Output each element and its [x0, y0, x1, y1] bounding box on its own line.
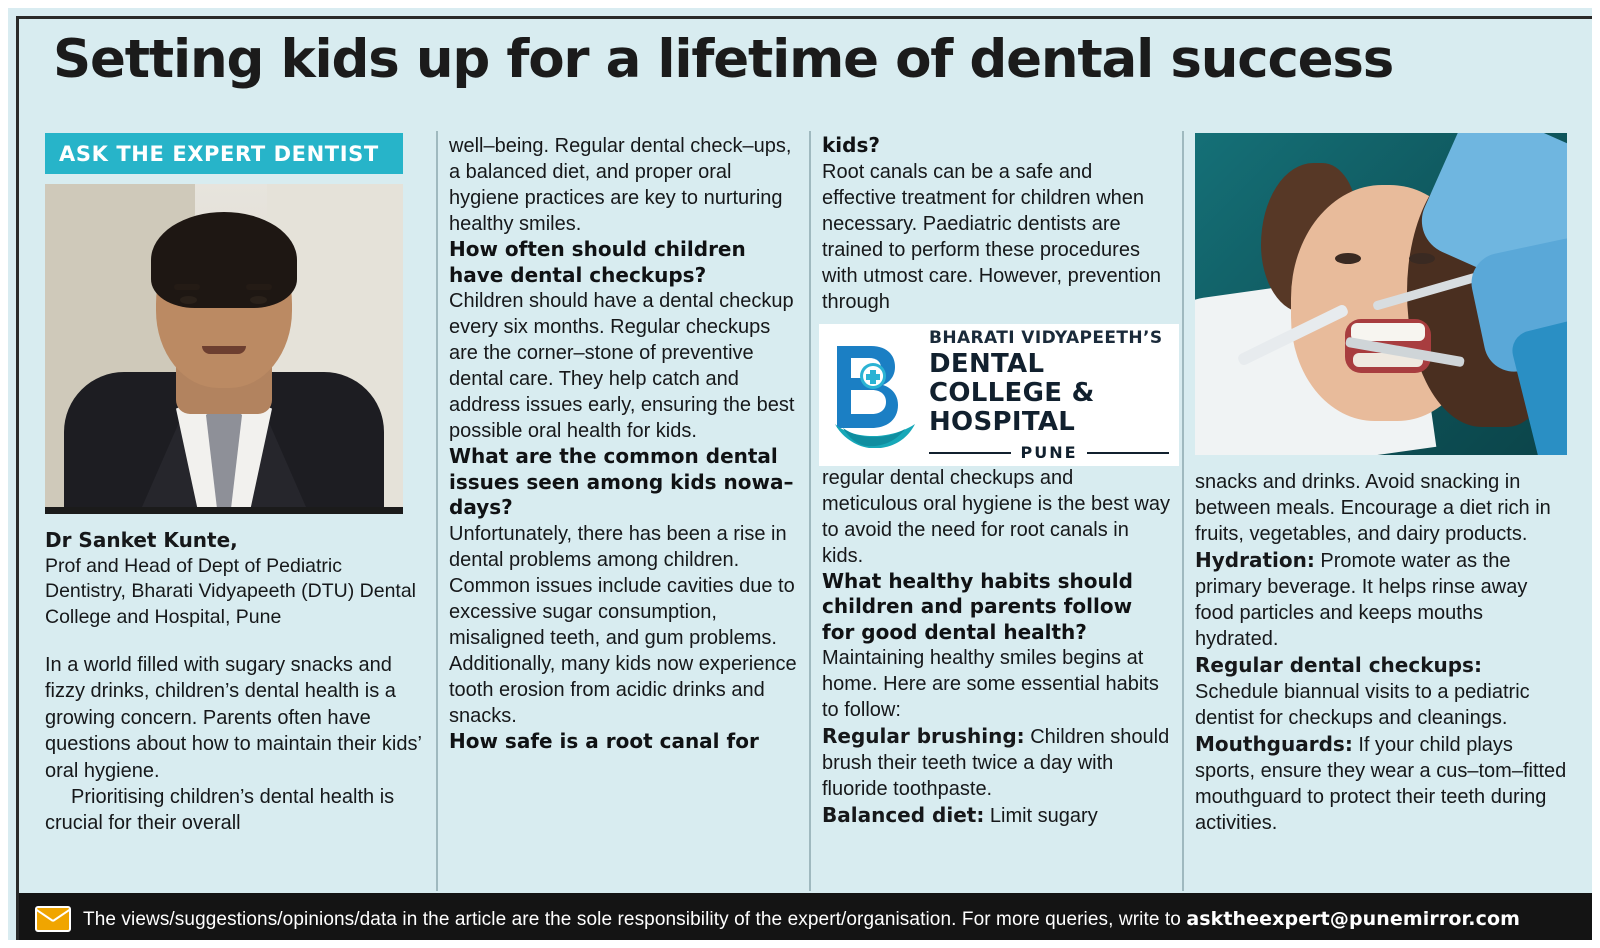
answer-checkup-frequency: Children should have a dental checkup every six months. Regular checkups are the corner–stone of preventive dental care. They help catch and address issues early, ensuring the best possible oral health for kids. — [449, 290, 795, 443]
disclaimer-bar — [19, 893, 1597, 945]
dental-treatment-photo — [1195, 133, 1567, 455]
habit-mouthguards-text: If your child plays sports, ensure they wear a cus–tom–fitted mouthguard to protect their teeth during activities. — [1195, 734, 1567, 834]
logo-city-rule — [929, 443, 1169, 462]
habit-balanced-diet-continuation: snacks and drinks. Avoid snacking in between meals. Encourage a diet rich in fruits, vegetables, and dairy products. — [1195, 471, 1551, 545]
answer-root-canal-part1: Root canals can be a safe and effective treatment for children when necessary. Paediatric dentists are trained to perform these procedures with utmost care. However, prevention through — [822, 160, 1162, 313]
habit-regular-brushing-text: Children should brush their teeth twice a day with fluoride toothpaste. — [822, 726, 1170, 801]
question-common-issues: What are the common dental issues seen among kids nowa–days? — [449, 444, 794, 520]
habit-hydration-text: Promote water as the primary beverage. It helps rinse away food particles and keeps mouths hydrated. — [1195, 550, 1528, 650]
expert-portrait-photo — [45, 184, 403, 514]
answer-healthy-habits-intro: Maintaining healthy smiles begins at home. Here are some essential habits to follow: — [822, 647, 1159, 722]
habit-hydration — [1195, 547, 1567, 652]
answer-root-canal-part2: regular dental checkups and meticulous oral hygiene is the best way to avoid the need for root canals in kids. — [822, 466, 1170, 567]
habit-regular-checkups-label: Regular dental checkups: — [1195, 653, 1482, 677]
habit-hydration-label: Hydration: — [1195, 548, 1315, 572]
expert-designation: Prof and Head of Dept of Pediatric Dentistry, Bharati Vidyapeeth (DTU) Dental College and Hospital, Pune — [45, 555, 417, 628]
question-root-canal-part1: How safe is a root canal for — [449, 728, 759, 753]
institution-logo-block — [819, 324, 1179, 466]
envelope-icon — [35, 906, 71, 932]
question-root-canal-part2: kids? — [822, 133, 880, 157]
habit-mouthguards — [1195, 731, 1567, 836]
column-three — [822, 133, 1170, 829]
contact-email[interactable]: asktheexpert@punemirror.com — [1186, 907, 1520, 930]
column-one — [45, 133, 423, 837]
column-divider — [1182, 131, 1184, 891]
habit-balanced-diet-text: Limit sugary — [984, 805, 1098, 828]
answer-common-issues: Unfortunately, there has been a rise in dental problems among children. Common issues include cavities due to excessive sugar consumption, misaligned teeth, and gum problems. Additionally, many kids now experience tooth erosion from acidic drinks and snacks. — [449, 522, 797, 727]
habit-balanced-diet — [822, 802, 1170, 829]
disclaimer-text — [83, 908, 1520, 931]
column-divider — [809, 131, 811, 891]
logo-line-2: DENTAL COLLEGE & HOSPITAL — [929, 348, 1095, 438]
habit-regular-checkups-text: Schedule biannual visits to a pediatric dentist for checkups and cleanings. — [1195, 681, 1530, 729]
column-two — [449, 133, 797, 755]
habit-regular-checkups — [1195, 652, 1567, 731]
page-title: Setting kids up for a lifetime of dental success — [53, 29, 1394, 90]
habit-mouthguards-label: Mouthguards: — [1195, 732, 1353, 756]
intro-paragraph-2: Prioritising children’s dental health is crucial for their overall — [45, 785, 395, 835]
article-frame — [16, 16, 1600, 948]
disclaimer-sentence: The views/suggestions/opinions/data in the article are the sole responsibility of the expert/organisation. For more queries, write to — [83, 908, 1187, 930]
column-four — [1195, 469, 1567, 836]
section-badge: ASK THE EXPERT DENTIST — [45, 133, 403, 174]
expert-name: Dr Sanket Kunte, — [45, 528, 238, 552]
intro-paragraph-1: In a world filled with sugary snacks and fizzy drinks, children’s dental health is a growing concern. Parents often have questions about how to maintain their kids’ oral hygiene. — [45, 654, 422, 782]
question-healthy-habits: What healthy habits should children and parents follow for good dental health? — [822, 568, 1133, 644]
bharati-vidyapeeth-logo-icon — [829, 342, 921, 448]
habit-balanced-diet-label: Balanced diet: — [822, 803, 985, 828]
column-divider — [436, 131, 438, 891]
logo-city: PUNE — [1020, 443, 1078, 463]
habit-regular-brushing — [822, 723, 1170, 802]
habit-regular-brushing-label: Regular brushing: — [822, 724, 1025, 749]
logo-line-1: BHARATI VIDYAPEETH’S — [929, 327, 1163, 348]
intro-continuation: well–being. Regular dental check–ups, a balanced diet, and proper oral hygiene practices are key to nurturing healthy smiles. — [449, 135, 792, 235]
logo-text-block — [929, 328, 1169, 462]
question-checkup-frequency: How often should children have dental checkups? — [449, 237, 746, 287]
